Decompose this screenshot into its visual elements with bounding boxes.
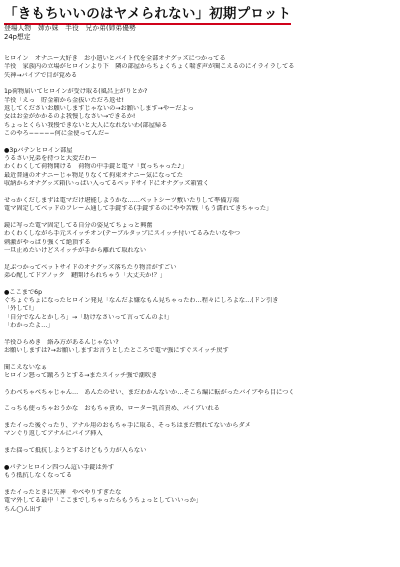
plot-line: ●パテンヒロイン四つん這い手錠は外す: [4, 463, 115, 471]
plot-line: わくわくして荷物開ける 荷物の中手錠と電マ「買っちゃった♪」: [4, 163, 188, 171]
plot-line: 刺激がやっぱり強くて絶頂する: [4, 238, 91, 246]
plot-line: またイったときに失神 やべやりすぎたな: [4, 488, 122, 496]
plot-line: 失神→バイブで目が覚める: [4, 71, 78, 79]
paragraph-gap: [4, 397, 396, 405]
plot-line: 最近普通のオナニーじゃ物足りなくて拘束オナニー気になってた: [4, 171, 183, 179]
paragraph-gap: [4, 138, 396, 146]
paragraph-gap: [4, 280, 396, 288]
paragraph-gap: [4, 481, 396, 489]
plot-line: ぐちょぐちょになったヒロイン発見「なんだよ嫌なもん見ちゃったわ…程々にしろよな…(ドン引き: [4, 296, 279, 304]
plot-line: 鏡に写った電マ固定してる自分の姿見てちょっと興奮: [4, 221, 153, 229]
plot-line: 収納からオナグッズ箱(いっぱい入ってるベッドサイドにオナグッズ箱置く: [4, 180, 210, 188]
plot-line: 「わかったよ…」: [4, 322, 54, 329]
plot-line: 半役 家族内の立場がヒロインより下 隣の部屋からちょくちょく喘ぎ声が聞こえるのにイライラしてる: [4, 63, 295, 71]
plot-line: 電マ固定してベッドのフレーム通して手錠する(手錠するのにやや苦戦「もう濡れてきちゃった」: [4, 205, 273, 213]
plot-line: また揺って抵抗しようとするけどもう力が入らない: [4, 447, 147, 455]
paragraph-gap: [4, 414, 396, 422]
paragraph-gap: [4, 380, 396, 388]
title-area: [4, 3, 394, 25]
paragraph-gap: [4, 189, 396, 197]
plot-line: 半役ひらめき 絡み方があるんじゃない?: [4, 338, 119, 346]
plot-line: 女はお金がかかるのよ我慢しなさい→できるか!: [4, 113, 136, 121]
plot-line: うるさい兄弟を持つと大変だわー: [4, 155, 97, 163]
plot-line: わくわくしながら手元スイッチオン(テーブルタップにスイッチ付いてるみたいなやつ: [4, 230, 241, 238]
plot-line: ちょっとくらい我慢できないと大人になれないわ(部屋帰る: [4, 121, 168, 129]
plot-line: もう抵抗しなくなってる: [4, 472, 73, 480]
plot-body: [4, 55, 396, 514]
plot-line: 電マ外してる最中「ここまでしちゃったらもうちょっとしていいっか」: [4, 497, 202, 505]
plot-line: ヒロイン オナニー大好き お小遣いとバイト代を全部オナグッズにつかってる: [4, 55, 226, 62]
paragraph-gap: [4, 355, 396, 363]
meta-line: 24p想定: [4, 33, 31, 41]
plot-line: 「自分でなんとかしろ」→「助けなさいって言ってんのよ!」: [4, 313, 173, 321]
plot-line: こっちも使っちゃおうかな おもちゃ責め、ローター乳首責め、バイブいれる: [4, 405, 220, 413]
plot-line: 返してくださいお願いしますじゃないの→お願いします→やーだよっ: [4, 105, 194, 113]
plot-line: せっかくだしまずは電マだけ堪能しようかな……ベットシーツ敷いたりして準備万端: [4, 196, 239, 204]
character-meta: [4, 24, 396, 42]
plot-line: ヒロイン怒って蹴ろうとする→またスイッチ強で潮吹き: [4, 372, 158, 380]
plot-line: ●ここまで6p: [4, 288, 43, 296]
paragraph-gap: [4, 214, 396, 222]
plot-line: マンぐり返してアナルにバイブ挿入: [4, 430, 103, 438]
plot-line: ●3pバテンヒロイン部屋: [4, 146, 73, 154]
paragraph-gap: [4, 456, 396, 464]
plot-line: 弟心配してドアノック 鍵開けられちゃう「大丈夫か!？」: [4, 271, 167, 279]
plot-line: またイった後ぐったり、アナル用のおもちゃ手に取る、そっちはまだ慣れてないからダメ: [4, 422, 251, 430]
meta-line: 登場人物 姉か妹 半役 兄か弟(姉弟優勢: [4, 24, 136, 32]
plot-line: 一旦止めたいけどスイッチが手から離れて取れない: [4, 246, 147, 254]
plot-line: このやろ−−−−−何に金使ってんだ−: [4, 130, 110, 138]
plot-line: お願いしますは?→お願いしますお言うとしたところで電マ強にすぐスイッチ戻す: [4, 347, 229, 355]
plot-line: ちん◯ん出す: [4, 505, 42, 513]
paragraph-gap: [4, 439, 396, 447]
plot-line: うわべちゃべちゃじゃん… あんたのせい、まだわかんないか…そこら編に転がったバイブやら目につく: [4, 388, 295, 396]
paragraph-gap: [4, 255, 396, 263]
document-title: 「きもちいいのはヤメられない」初期プロット: [4, 6, 291, 25]
paragraph-gap: [4, 330, 396, 338]
paragraph-gap: [4, 80, 396, 88]
plot-line: 1p荷物届いてヒロインが受け取る(風呂上がりとか?: [4, 88, 148, 96]
plot-line: 足ぶつかってベットサイドのオナグッズ落ちたり物音がすごい: [4, 263, 177, 271]
plot-line: 聞こえないなぁ: [4, 363, 48, 371]
plot-line: 半役「えっ 貯金箱から金抜いただろ返せ!: [4, 96, 125, 104]
plot-line: 「外して!」: [4, 305, 38, 313]
